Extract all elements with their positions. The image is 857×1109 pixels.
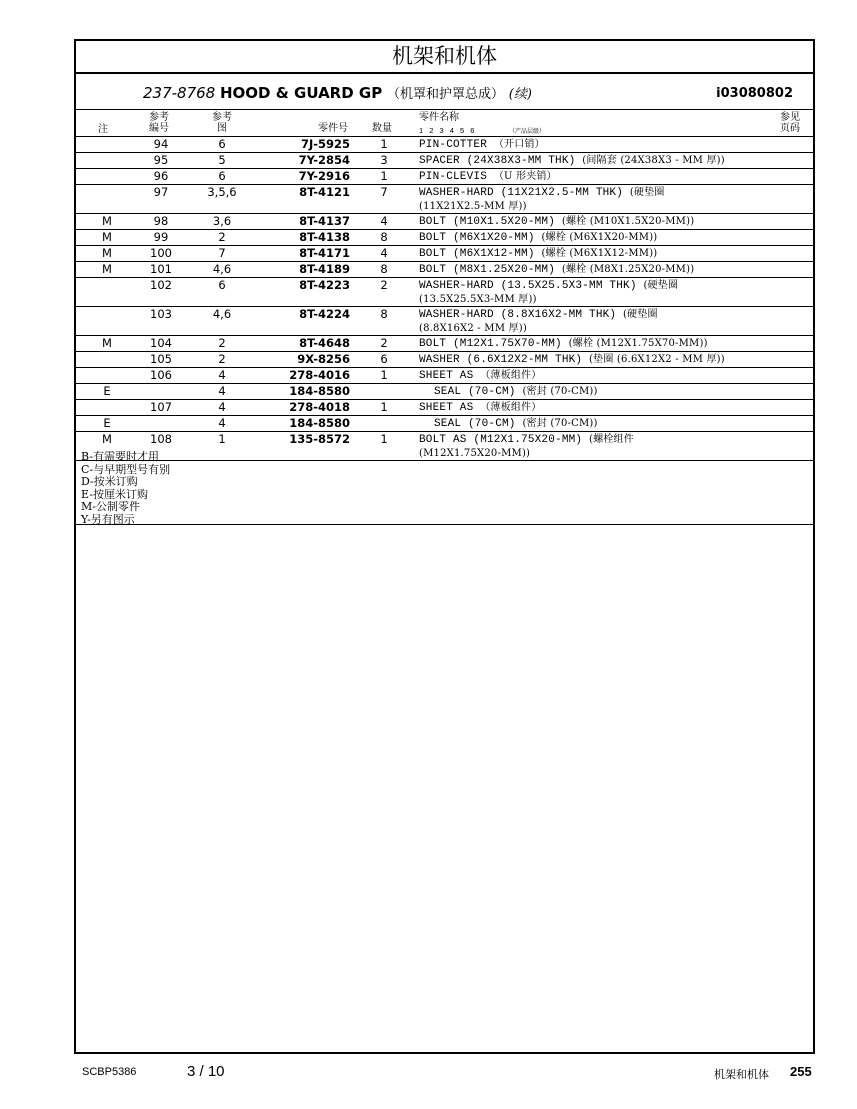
legend-divider [76, 524, 813, 525]
col-desc: 零件名称 [419, 112, 459, 123]
footer-page-of: 3 / 10 [187, 1063, 225, 1080]
quantity-cell: 1 [380, 169, 388, 183]
description-en: WASHER (6.6X12X2-MM THK) [419, 354, 583, 366]
part-number-cell: 7Y-2854 [298, 153, 350, 167]
description-cell [419, 263, 809, 277]
quantity-cell: 4 [380, 246, 388, 260]
ref-number-cell: 95 [153, 153, 169, 167]
legend-item: B-有需要时才用 [81, 450, 160, 463]
description-cn: （薄板组件） [480, 402, 542, 413]
table-row [76, 368, 813, 384]
figure-cell: 4 [218, 384, 226, 398]
quantity-cell: 8 [380, 230, 388, 244]
part-number-cell: 8T-4137 [299, 214, 350, 228]
col-part: 零件号 [318, 123, 348, 134]
part-number-cell: 184-8580 [289, 416, 350, 430]
note-cell: M [102, 262, 112, 276]
figure-cell: 2 [218, 336, 226, 350]
description-cell [419, 337, 809, 351]
description-cn: (螺栓组件 [589, 434, 634, 445]
quantity-cell: 1 [380, 368, 388, 382]
figure-cell: 2 [218, 230, 226, 244]
description-en: SPACER (24X38X3-MM THK) [419, 155, 576, 167]
part-number-cell: 8T-4648 [299, 336, 350, 350]
figure-cell: 4 [218, 416, 226, 430]
description-cn-continued: (11X21X2.5-MM 厚)) [419, 201, 527, 212]
description-en: BOLT AS (M12X1.75X20-MM) [419, 434, 583, 446]
legend-item: M-公制零件 [81, 500, 140, 513]
description-cn: (硬垫圈 [643, 280, 679, 291]
table-row [76, 214, 813, 230]
description-en: BOLT (M10X1.5X20-MM) [419, 216, 556, 228]
col-fig-bottom: 图 [217, 123, 227, 134]
note-cell: M [102, 214, 112, 228]
ref-number-cell: 103 [150, 307, 172, 321]
part-number-cell: 8T-4189 [299, 262, 350, 276]
figure-cell: 4,6 [212, 262, 232, 276]
description-cell [419, 170, 809, 184]
description-cell [419, 353, 809, 367]
description-cn: (硬垫圈 [629, 187, 665, 198]
description-en: SEAL (70-CM) [434, 418, 516, 430]
description-en: BOLT (M12X1.75X70-MM) [419, 338, 562, 350]
ref-number-cell: 104 [150, 336, 172, 350]
part-number-cell: 8T-4171 [299, 246, 350, 260]
ref-number-cell: 100 [150, 246, 172, 260]
part-number-cell: 135-8572 [289, 432, 350, 446]
part-number-cell: 278-4018 [289, 400, 350, 414]
description-en: PIN-CLEVIS [419, 171, 488, 183]
quantity-cell: 4 [380, 214, 388, 228]
quantity-cell: 2 [380, 336, 388, 350]
part-number-cell: 8T-4224 [299, 307, 350, 321]
footer-page-number: 255 [790, 1064, 812, 1079]
table-row [76, 246, 813, 262]
note-cell: E [103, 416, 111, 430]
description-cn: (螺栓 (M12X1.75X70-MM)) [568, 338, 708, 349]
description-cell [419, 215, 809, 229]
table-row [76, 153, 813, 169]
description-cell [419, 138, 809, 152]
description-cn: (螺栓 (M8X1.25X20-MM)) [561, 264, 695, 275]
description-en: SHEET AS [419, 402, 474, 414]
description-cn: （开口销） [493, 139, 545, 150]
group-name: HOOD & GUARD GP [220, 84, 383, 102]
col-ref-bottom: 编号 [149, 123, 169, 134]
description-cell [419, 308, 809, 335]
ref-number-cell: 108 [150, 432, 172, 446]
description-cn: (硬垫圈 [623, 309, 658, 320]
figure-cell: 1 [218, 432, 226, 446]
ref-number-cell: 99 [153, 230, 169, 244]
part-number-cell: 8T-4138 [299, 230, 350, 244]
description-cell [419, 433, 809, 460]
table-row [76, 416, 813, 432]
part-number-cell: 9X-8256 [297, 352, 350, 366]
column-header [76, 111, 813, 137]
group-title [143, 83, 532, 102]
figure-cell: 6 [218, 169, 226, 183]
parts-table [76, 137, 813, 461]
group-number: 237-8768 [143, 84, 216, 102]
quantity-cell: 2 [380, 278, 388, 292]
ref-number-cell: 107 [150, 400, 172, 414]
description-cn: （薄板组件） [480, 370, 542, 381]
quantity-cell: 8 [380, 262, 388, 276]
description-en: SEAL (70-CM) [434, 386, 516, 398]
description-en: WASHER-HARD (8.8X16X2-MM THK) [419, 309, 617, 321]
note-cell: E [103, 384, 111, 398]
ref-number-cell: 105 [150, 352, 172, 366]
description-cell [419, 279, 809, 306]
ref-number-cell: 106 [150, 368, 172, 382]
figure-cell: 6 [218, 278, 226, 292]
description-cn: (螺栓 (M6X1X12-MM)) [541, 248, 658, 259]
catalog-page-frame [74, 39, 815, 1054]
table-row [76, 230, 813, 246]
part-number-cell: 278-4016 [289, 368, 350, 382]
group-continued: (续) [508, 87, 532, 102]
figure-cell: 4 [218, 400, 226, 414]
part-number-cell: 8T-4223 [299, 278, 350, 292]
col-desc-levels-note: （产品层级） [509, 129, 546, 135]
quantity-cell: 1 [380, 400, 388, 414]
figure-cell: 2 [218, 352, 226, 366]
table-row [76, 400, 813, 416]
description-cell [419, 247, 809, 261]
notes-legend [81, 451, 170, 526]
table-row [76, 384, 813, 400]
table-row [76, 336, 813, 352]
description-en: WASHER-HARD (11X21X2.5-MM THK) [419, 187, 624, 199]
table-row [76, 307, 813, 336]
note-cell: M [102, 432, 112, 446]
quantity-cell: 6 [380, 352, 388, 366]
quantity-cell: 1 [380, 432, 388, 446]
description-cn-continued: (13.5X25.5X3-MM 厚)) [419, 294, 537, 305]
note-cell: M [102, 336, 112, 350]
description-en: BOLT (M6X1X20-MM) [419, 232, 535, 244]
description-cn: (螺栓 (M10X1.5X20-MM)) [561, 216, 695, 227]
ref-number-cell: 94 [153, 137, 169, 151]
figure-cell: 5 [218, 153, 226, 167]
figure-cell: 3,5,6 [207, 185, 237, 199]
figure-cell: 7 [218, 246, 226, 260]
col-note: 注 [98, 124, 108, 135]
description-cell [419, 385, 824, 399]
group-header [76, 74, 813, 110]
ref-number-cell: 96 [153, 169, 169, 183]
description-en: SHEET AS [419, 370, 474, 382]
note-cell: M [102, 246, 112, 260]
col-qty: 数量 [372, 123, 392, 134]
page-footer [0, 1063, 857, 1083]
quantity-cell: 7 [380, 185, 388, 199]
table-row [76, 432, 813, 461]
quantity-cell: 8 [380, 307, 388, 321]
description-cell [419, 231, 809, 245]
footer-doc-id: SCBP5386 [82, 1066, 137, 1078]
description-cell [419, 401, 809, 415]
page-title: 机架和机体 [76, 41, 813, 74]
figure-cell: 6 [218, 137, 226, 151]
description-en: BOLT (M8X1.25X20-MM) [419, 264, 556, 276]
part-number-cell: 8T-4121 [299, 185, 350, 199]
table-row [76, 352, 813, 368]
legend-item: Y-另有图示 [81, 512, 135, 526]
description-en: WASHER-HARD (13.5X25.5X3-MM THK) [419, 280, 637, 292]
note-cell: M [102, 230, 112, 244]
table-row [76, 262, 813, 278]
table-row [76, 278, 813, 307]
ref-number-cell: 102 [150, 278, 172, 292]
description-cn: (垫圈 (6.6X12X2 - MM 厚)) [589, 354, 725, 365]
description-en: PIN-COTTER [419, 139, 488, 151]
description-cn: （U 形夹销） [493, 171, 557, 182]
quantity-cell: 1 [380, 137, 388, 151]
figure-cell: 4,6 [212, 307, 232, 321]
table-row [76, 169, 813, 185]
description-cn: (间隔套 (24X38X3 - MM 厚)) [582, 155, 725, 166]
group-name-cn: （机罩和护罩总成） [386, 87, 504, 102]
figure-cell: 4 [218, 368, 226, 382]
col-page-top: 参见 [780, 112, 800, 123]
table-row [76, 137, 813, 153]
description-cn: (密封 (70-CM)) [522, 418, 598, 429]
part-number-cell: 7J-5925 [300, 137, 350, 151]
ref-number-cell: 101 [150, 262, 172, 276]
description-cell [419, 154, 809, 168]
illustration-id: i03080802 [716, 86, 793, 101]
legend-item: C-与早期型号有别 [81, 462, 171, 476]
description-cell [419, 417, 824, 431]
description-cn-continued: (8.8X16X2 - MM 厚)) [419, 323, 527, 334]
col-fig-top: 参考 [212, 112, 232, 123]
legend-item: E-按厘米订购 [81, 487, 148, 501]
footer-section: 机架和机体 [714, 1068, 769, 1081]
part-number-cell: 7Y-2916 [298, 169, 350, 183]
col-page-bottom: 页码 [780, 123, 800, 134]
part-number-cell: 184-8580 [289, 384, 350, 398]
description-cn: (密封 (70-CM)) [522, 386, 598, 397]
figure-cell: 3,6 [212, 214, 232, 228]
ref-number-cell: 97 [153, 185, 169, 199]
quantity-cell: 3 [380, 153, 388, 167]
description-cn: (螺栓 (M6X1X20-MM)) [541, 232, 658, 243]
description-cell [419, 369, 809, 383]
ref-number-cell: 98 [153, 214, 169, 228]
legend-item: D-按米订购 [81, 475, 138, 488]
table-row [76, 185, 813, 214]
description-cn-continued: (M12X1.75X20-MM)) [419, 448, 531, 459]
col-ref-top: 参考 [149, 112, 169, 123]
description-en: BOLT (M6X1X12-MM) [419, 248, 535, 260]
col-desc-levels: 1 2 3 4 5 6 [419, 126, 475, 135]
description-cell [419, 186, 809, 213]
